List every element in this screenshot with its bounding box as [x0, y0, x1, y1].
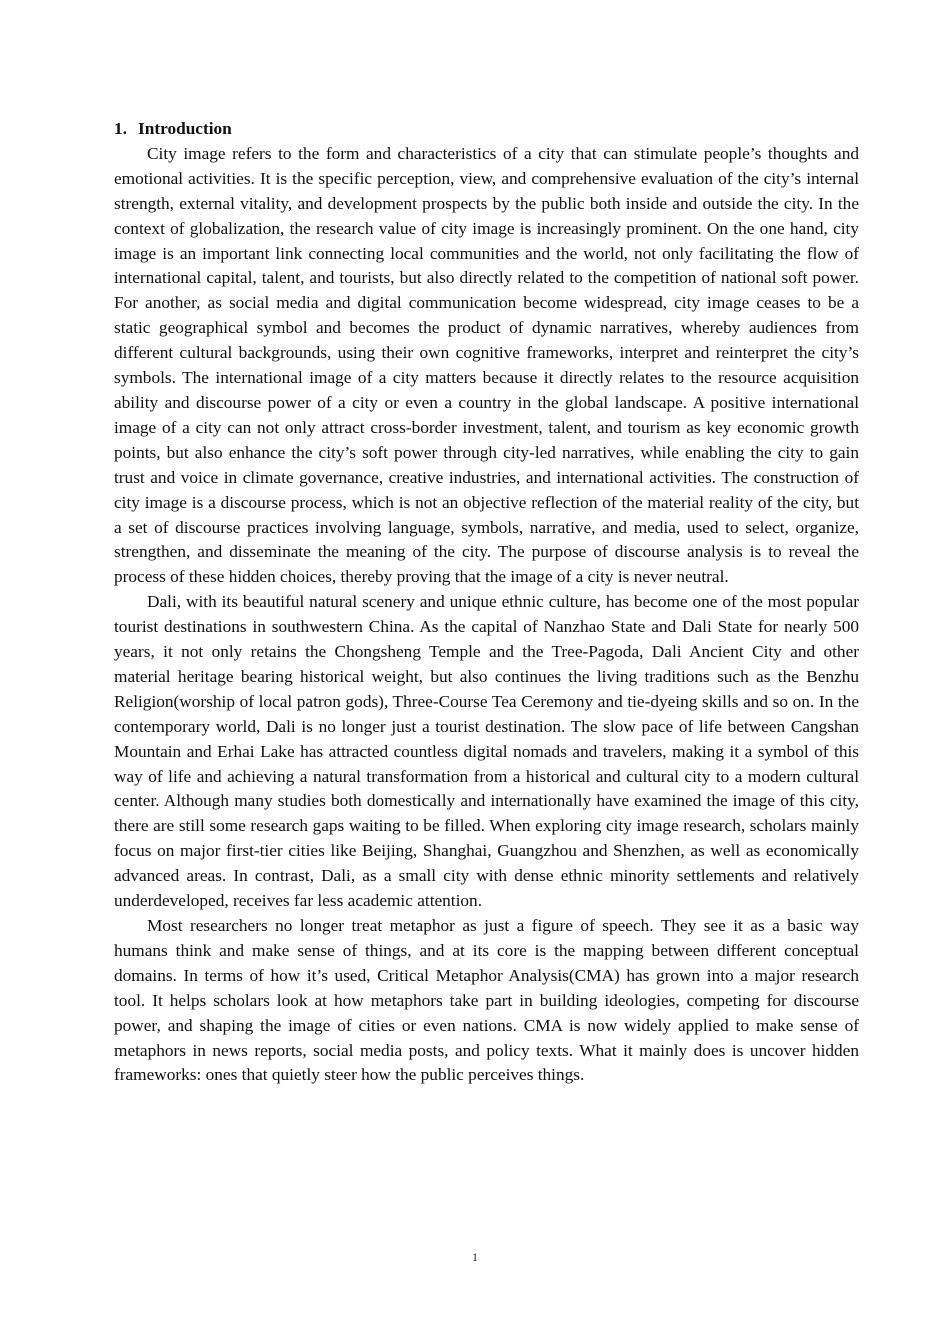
section-number: 1.	[114, 119, 127, 138]
section-heading	[114, 117, 859, 142]
paragraph-dali: Dali, with its beautiful natural scenery and unique ethnic culture, has become one of the most popular tourist destinations in southwestern China. As the capital of Nanzhao State and Dali State for nearly 500 years, it not only retains the Chongsheng Temple and the Tree-Pagoda, Dali Ancient City and other material heritage bearing historical weight, but also continues the living traditions such as the Benzhu Religion(worship of local patron gods), Three-Course Tea Ceremony and tie-dyeing skills and so on. In the contemporary world, Dali is no longer just a tourist destination. The slow pace of life between Cangshan Mountain and Erhai Lake has attracted countless digital nomads and travelers, making it a symbol of this way of life and achieving a natural transformation from a historical and cultural city to a modern cultural center. Although many studies both domestically and internationally have examined the image of this city, there are still some research gaps waiting to be filled. When exploring city image research, scholars mainly focus on major first-tier cities like Beijing, Shanghai, Guangzhou and Shenzhen, as well as economically advanced areas. In contrast, Dali, as a small city with dense ethnic minority settlements and relatively underdeveloped, receives far less academic attention.	[114, 592, 859, 911]
paragraph-city-image: City image refers to the form and characteristics of a city that can stimulate people’s thoughts and emotional activities. It is the specific perception, view, and comprehensive evaluation of the city’s internal strength, external vitality, and development prospects by the public both inside and outside the city. In the context of globalization, the research value of city image is increasingly prominent. On the one hand, city image is an important link connecting local communities and the world, not only facilitating the flow of international capital, talent, and tourists, but also directly related to the competition of national soft power. For another, as social media and digital communication become widespread, city image ceases to be a static geographical symbol and becomes the product of dynamic narratives, whereby audiences from different cultural backgrounds, using their own cognitive frameworks, interpret and reinterpret the city’s symbols. The international image of a city matters because it directly relates to the resource acquisition ability and discourse power of a city or even a country in the global landscape. A positive international image of a city can not only attract cross-border investment, talent, and tourism as key economic growth points, but also enhance the city’s soft power through city-led narratives, while enabling the city to gain trust and voice in climate governance, creative industries, and international activities. The construction of city image is a discourse process, which is not an objective reflection of the material reality of the city, but a set of discourse practices involving language, symbols, narrative, and media, used to select, organize, strengthen, and disseminate the meaning of the city. The purpose of discourse analysis is to reveal the process of these hidden choices, thereby proving that the image of a city is never neutral.	[114, 143, 859, 587]
page-number: 1	[472, 1250, 478, 1264]
paragraph-metaphor: Most researchers no longer treat metaphor as just a figure of speech. They see it as a basic way humans think and make sense of things, and at its core is the mapping between different conceptual domains. In terms of how it’s used, Critical Metaphor Analysis(CMA) has grown into a major research tool. It helps scholars look at how metaphors take part in building ideologies, competing for discourse power, and shaping the image of cities or even nations. CMA is now widely applied to make sense of metaphors in news reports, social media posts, and policy texts. What it mainly does is uncover hidden frameworks: ones that quietly steer how the public perceives things.	[114, 916, 859, 1085]
page-body	[114, 117, 859, 1088]
section-title: Introduction	[138, 119, 232, 138]
